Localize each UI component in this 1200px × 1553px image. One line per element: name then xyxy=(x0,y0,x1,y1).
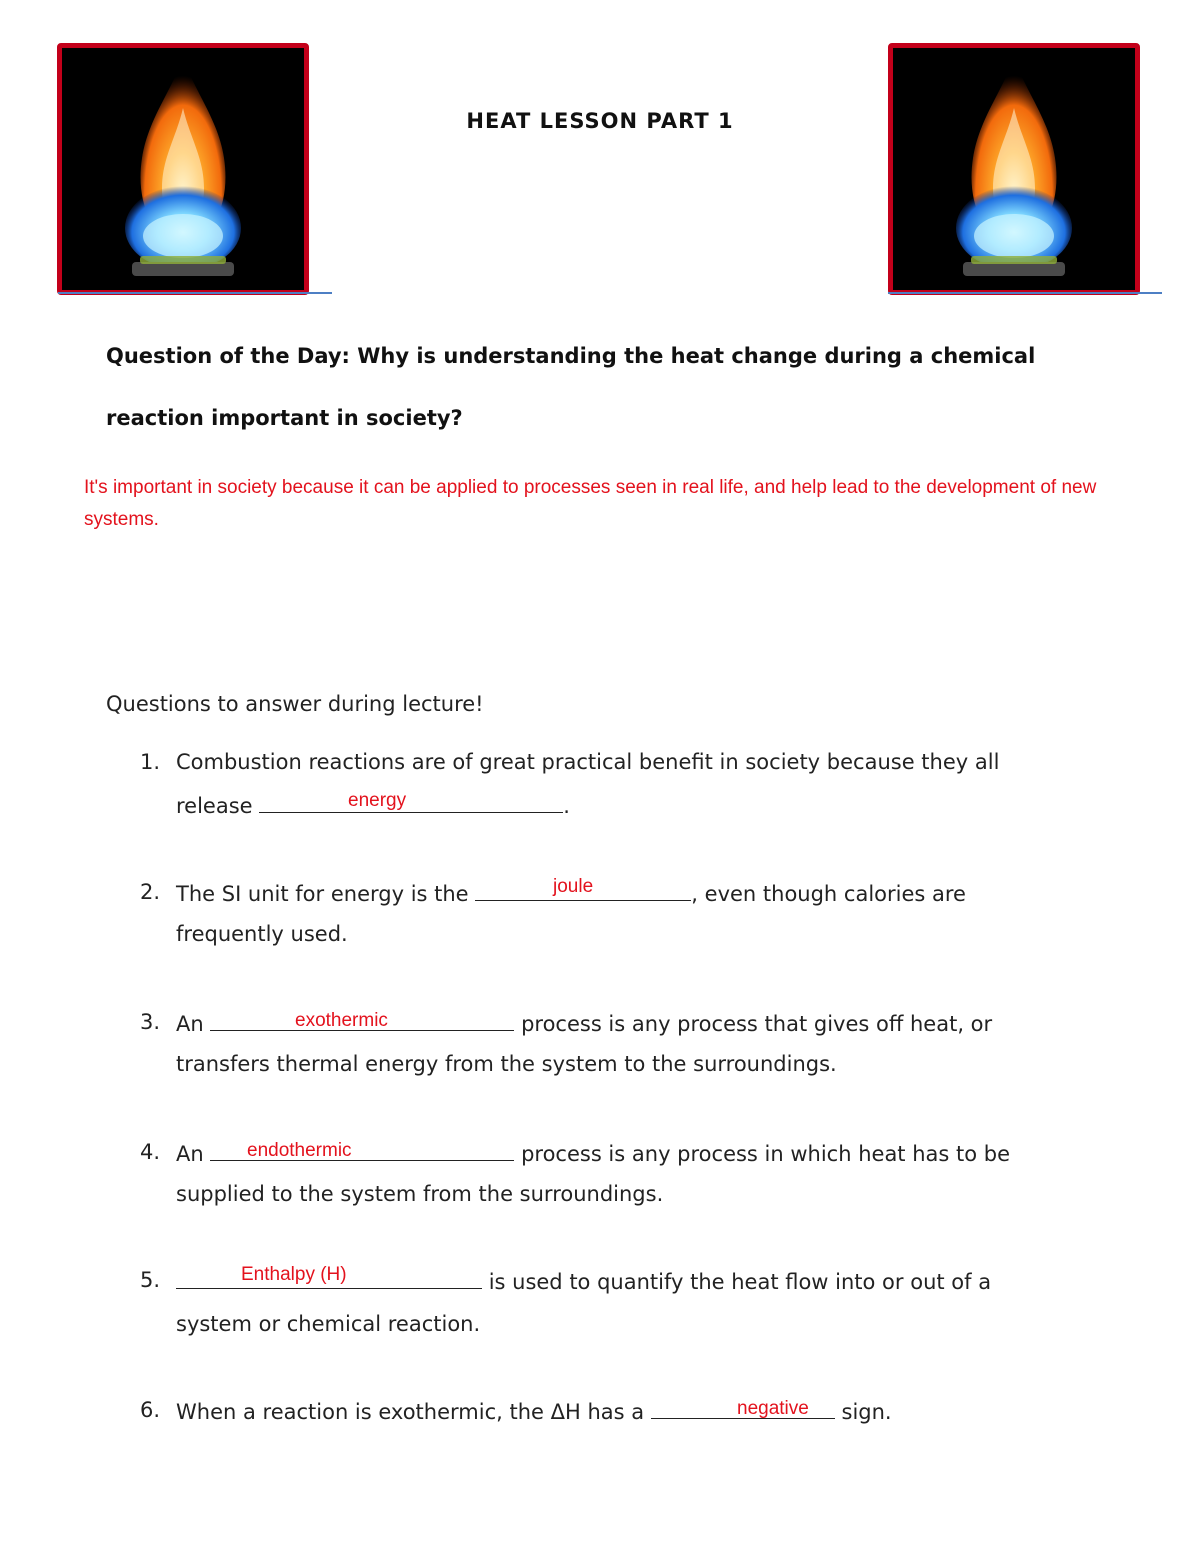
question-4-text-b: process is any process in which heat has to be xyxy=(521,1142,1011,1166)
flame-image-left xyxy=(57,43,309,295)
question-1-text-b: release xyxy=(176,794,253,818)
question-of-day-line2: reaction important in society? xyxy=(106,406,463,430)
question-1-text: Combustion reactions are of great practical benefit in society because they all xyxy=(176,750,1000,774)
question-of-day-answer: It's important in society because it can be applied to processes seen in real life, and help lead to the development of new systems. xyxy=(84,477,1097,530)
frame-underline-right xyxy=(888,292,1162,294)
answer-fill-5: Enthalpy (H) xyxy=(241,1264,347,1285)
question-3-text-a: An xyxy=(176,1012,204,1036)
question-number: 5. xyxy=(140,1268,161,1292)
question-2-text-a: The SI unit for energy is the xyxy=(176,882,469,906)
question-3-text-b: process is any process that gives off heat, or xyxy=(521,1012,993,1036)
frame-underline-left xyxy=(58,292,332,294)
answer-fill-6: negative xyxy=(737,1398,809,1419)
question-number: 1. xyxy=(140,750,161,774)
question-number: 2. xyxy=(140,880,161,904)
question-2-text-b: , even though calories are xyxy=(691,882,966,906)
question-of-day-line1: Question of the Day: Why is understanding the heat change during a chemical xyxy=(106,344,1036,368)
lecture-heading: Questions to answer during lecture! xyxy=(106,692,484,716)
answer-fill-2: joule xyxy=(553,876,594,897)
question-5-text-b: is used to quantify the heat flow into or out of a xyxy=(488,1270,992,1294)
question-number: 6. xyxy=(140,1398,161,1422)
question-6-text-a: When a reaction is exothermic, the ΔH has a xyxy=(176,1400,645,1424)
answer-blank[interactable] xyxy=(259,792,563,813)
gas-flame-icon xyxy=(893,48,1135,290)
flame-image-right xyxy=(888,43,1140,295)
question-1-text-c: . xyxy=(563,794,570,818)
answer-fill-3: exothermic xyxy=(295,1010,388,1031)
question-6-text-b: sign. xyxy=(841,1400,892,1424)
gas-flame-icon xyxy=(62,48,304,290)
question-3-line2: transfers thermal energy from the system to the surroundings. xyxy=(176,1052,837,1076)
question-number: 4. xyxy=(140,1140,161,1164)
question-5-line2: system or chemical reaction. xyxy=(176,1312,481,1336)
answer-fill-1: energy xyxy=(348,790,407,811)
question-2-line2: frequently used. xyxy=(176,922,348,946)
page-title: HEAT LESSON PART 1 xyxy=(466,109,734,133)
answer-fill-4: endothermic xyxy=(247,1140,352,1161)
question-number: 3. xyxy=(140,1010,161,1034)
question-4-text-a: An xyxy=(176,1142,204,1166)
question-4-line2: supplied to the system from the surroundings. xyxy=(176,1182,664,1206)
